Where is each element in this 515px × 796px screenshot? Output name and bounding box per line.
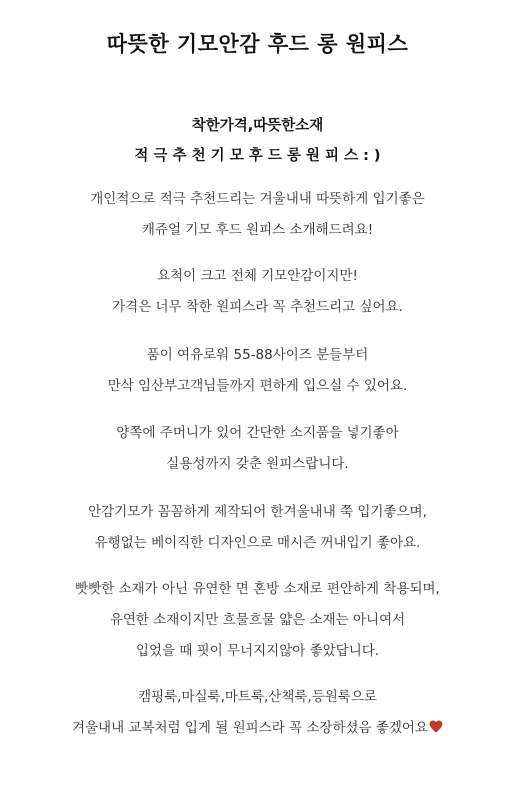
text-line: 만삭 임산부고객님들까지 편하게 입으실 수 있어요. [107,378,408,394]
text-line: 양쪽에 주머니가 있어 간단한 소지품을 넣기좋아 [116,425,399,441]
text-line: 요척이 크고 전체 기모안감이지만! [157,268,358,284]
closing-text: 겨울내내 교복처럼 입게 될 원피스라 꼭 소장하셨음 좋겠어요 [71,720,429,736]
text-line: 개인적으로 적극 추천드리는 겨울내내 따뜻하게 입기좋은 [90,191,425,207]
paragraph-lining [0,497,515,559]
text-line: 유행없는 베이직한 디자인으로 매시즌 꺼내입기 좋아요. [94,535,421,551]
text-line: 가격은 너무 착한 원피스라 꼭 추천드리고 싶어요. [112,299,403,315]
text-line: 캐쥬얼 기모 후드 원피스 소개해드려요! [141,222,374,238]
paragraph-fabric [0,574,515,667]
text-line: 품이 여유로워 55-88사이즈 분들부터 [146,347,369,363]
paragraph-size [0,340,515,402]
text-line-with-heart [0,713,515,744]
subheading-price: 착한가격,따뜻한소재 [191,118,324,134]
text-line: 안감기모가 꼼꼼하게 제작되어 한겨울내내 쭉 입기좋으며, [88,504,427,520]
paragraph-closing [0,682,515,744]
paragraph-pockets [0,418,515,480]
paragraph-price [0,261,515,323]
heart-icon [429,720,443,733]
paragraph-intro [0,184,515,246]
text-line: 입었을 때 핏이 무너지지않아 좋았답니다. [135,643,380,659]
text-line: 유연한 소재이지만 흐물흐물 얇은 소재는 아니여서 [109,612,406,628]
text-line: 캠핑룩,마실룩,마트룩,산책룩,등원룩으로 [138,689,377,705]
page-title: 따뜻한 기모안감 후드 롱 원피스 [106,32,409,56]
text-line: 실용성까지 갖춘 원피스랍니다. [166,456,349,472]
text-line: 빳빳한 소재가 아닌 유연한 면 혼방 소재로 편안하게 착용되며, [75,581,440,597]
subheading-recommend: 적 극 추 천 기 모 후 드 롱 원 피 스 : ) [134,148,381,164]
